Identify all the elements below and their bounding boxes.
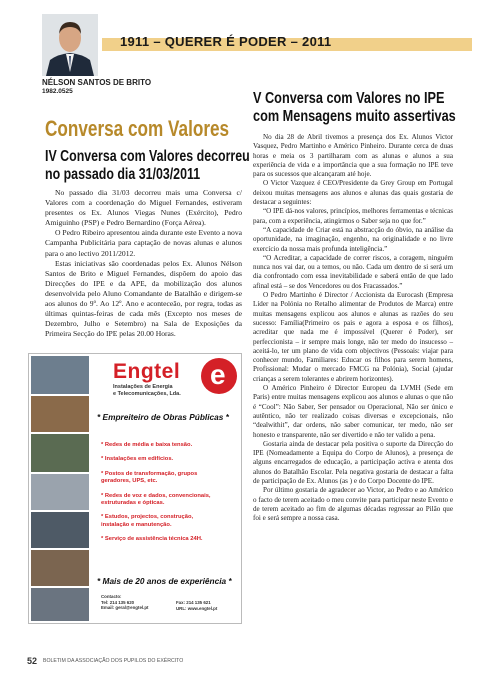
right-paragraph: No dia 28 de Abril tivemos a presença dos Ex. Alunos Victor Vasquez, Pedro Martinho e Américo Pinheiro. Durante cerca de duas horas e meia os 3 partilharam com as alunas e alunos a sua experiência de vida e a importância que a sua formação no IPE teve para os sucessos que alcançaram até hoje. [253,133,453,179]
author-id: 1982.0525 [42,88,73,95]
left-paragraph: Estas iniciativas são coordenadas pelos Ex. Alunos Nélson Santos de Brito e Miguel Fernandes, dispõem do apoio das Direcções do IPE e da APE, da mobilização dos alunos desenvolvida pelo Aluno Comandante de Batalhão e dirigem-se aos alunos do 9º. Ao 12º. Ano e aconteceão, por regra, todas as últimas quintas-feiras de cada mês (Excepto nos meses de Dezembro, Julho e Setembro) na Sala de Exposições da Primeira Secção do IPE pelas 20.00 Horas. [45,258,242,339]
brand-name: Engtel [113,360,181,383]
right-paragraph: Por último gostaria de agradecer ao Victor, ao Pedro e ao Américo o facto de terem aceitado o meu convite para participar neste Evento e de terem aceitado ao fim de algumas décadas regressar ao Pilão que foi e será sempre a nossa casa. [253,486,453,523]
right-paragraph: O Pedro Martinho é Director / Accionista da Eurocash (Empresa Líder na Polónia no Retalho alimentar de Produtos de Marca) entre muitas mensagens explicou aos alunos e alunas as razões do seu sucesso: Família(Primeiro os pais e agora a esposa e os filhos), acreditar que nada me é impossível (Querer é Poder), ser perfeccionista – ir sempre mais longe, não ter medo do insucesso – aceitá-lo, ter um plano de vida com objectivos (Pessoais: viajar para conhecer mundo, Familiares: Educar os filhos para serem homens, Profissional: Mudar o mercado FMCG na Polónia), Social (ajudar crianças a serem tolerantes e abrirem horizontes). [253,291,453,383]
author-name: NÉLSON SANTOS DE BRITO [42,78,152,87]
contact-label: Contacto: [101,594,122,599]
left-paragraph: O Pedro Ribeiro apresentou ainda durante este Evento a nova Campanha Publicitária para captação de novas alunas e alunos para o ano lectivo 2011/2012. [45,228,242,258]
right-paragraph: O Victor Vazquez é CEO/Presidente da Grey Group em Portugal deixou muitas mensagens aos alunos e alunas das quais gostaria de destacar a seguintes: [253,179,453,207]
contact-email: Email: geral@engtel.pt [101,605,149,611]
left-subtitle [45,148,250,184]
brand-subtitle-line: Instalações de Energia [113,384,173,390]
service-item: * Postos de transformação, grupos geradores, UPS, etc. [101,470,198,485]
service-item: * Redes de média e baixa tensão. [101,442,193,448]
main-title: Conversa com Valores [45,116,230,141]
brand-subtitle-line: e Telecomunicações, Lda. [113,391,181,397]
service-item: * Redes de voz e dados, convencionais, estruturadas e ópticas. [101,492,211,507]
right-article [253,133,453,523]
service-item: * Serviço de assistência técnica 24H. [101,536,203,543]
engtel-logo-icon [201,358,237,394]
right-title-line-1: V Conversa com Valores no IPE [253,90,445,107]
left-subtitle-line-1: IV Conversa com Valores decorreu [45,148,250,165]
ad-content [91,354,241,623]
ad-photo [31,550,89,586]
engtel-advertisement [28,353,242,624]
footer-publication: BOLETIM DA ASSOCIAÇÃO DOS PUPILOS DO EXÉRCITO [43,658,184,664]
contact-block-2 [176,600,217,611]
ad-photo-strip [31,356,89,621]
ad-photo [31,588,89,621]
experience-tagline: * Mais de 20 anos de experiência * [97,576,232,586]
contact-phone: Tel: 214 135 620 [101,599,135,605]
ad-photo [31,356,89,394]
right-paragraph: Gostaria ainda de destacar pela positiva o suporte da Direcção do IPE (Nomeadamente a Equipa do Corpo de Alunos), a presença de alguns encarregados de educação, a participação activa e atenta dos alunos do Batalhão Escolar. Pela negativa gostaria de destacar a falta de participação de Ex. Alunos (as ) e do Corpo Docente do IPE. [253,439,453,485]
service-item: * Instalações em edifícios. [101,456,174,463]
ad-photo [31,512,89,548]
contact-fax: Fax: 214 135 621 [176,600,211,605]
contact-url: URL: www.engtel.pt [176,605,218,611]
left-paragraph: No passado dia 31/03 decorreu mais uma Conversa c/ Valores com a coordenação do Miguel Fernandes, estiveram presentes os Ex. Alunos Viegas Nunes (Exército), Pedro Amiguinho (PSP) e Pedro Bernardino (Força Aérea). [45,188,242,228]
ad-photo [31,396,89,432]
logo-letter: e [210,359,226,390]
contact-block [101,594,148,611]
ad-photo [31,434,89,472]
banner-text: 1911 – QUERER É PODER – 2011 [120,34,332,49]
right-paragraph: O Américo Pinheiro é Director Europeu da LVMH (Sede em Paris) entre muitas mensagens explicou aos alunos e alunas o que não é “Cool”: Não Saber, Ser pensador ou Operacional, Não ser único e autêntico, não ter realizado coisas diversas e excepcionais, não “dealwithit”, dar ordens, não saber comunicar, ter medo, não ser honesto e transparente, não ser divertido e não ter valido a pena. [253,384,453,439]
services-list [101,442,219,551]
left-subtitle-line-2: no passado dia 31/03/2011 [45,166,201,183]
service-item: * Estudos, projectos, construção, instalação e manutenção. [101,514,194,528]
left-article [45,188,242,339]
brand-subtitle [113,384,181,398]
right-paragraph: “O IPE dá-nos valores, princípios, melhores ferramentas e técnicas para, com a experiência, atingirmos o Saber seja no que for.” [253,207,453,225]
page-number: 52 [27,656,38,666]
right-paragraph: “O Acreditar, a capacidade de correr riscos, a coragem, ninguém nunca nos vai dar, ou a temos, ou não. Cada um dentro de si será um dia confrontado com essa inevitabilidade e saberá então de que lado afinal está – se dos Vencedores ou dos Fracassados.” [253,253,453,290]
right-title [253,90,456,126]
ad-headline: * Empreiteiro de Obras Públicas * [97,412,229,422]
right-paragraph: “A capacidade de Criar está na abstracção do óbvio, na análise da oportunidade, na imaginação, engenho, na originalidade e no livre exercício da nossa mais profunda inteligência.” [253,225,453,253]
ad-photo [31,474,89,510]
right-title-line-2: com Mensagens muito assertivas [253,108,456,125]
author-photo [42,14,98,76]
